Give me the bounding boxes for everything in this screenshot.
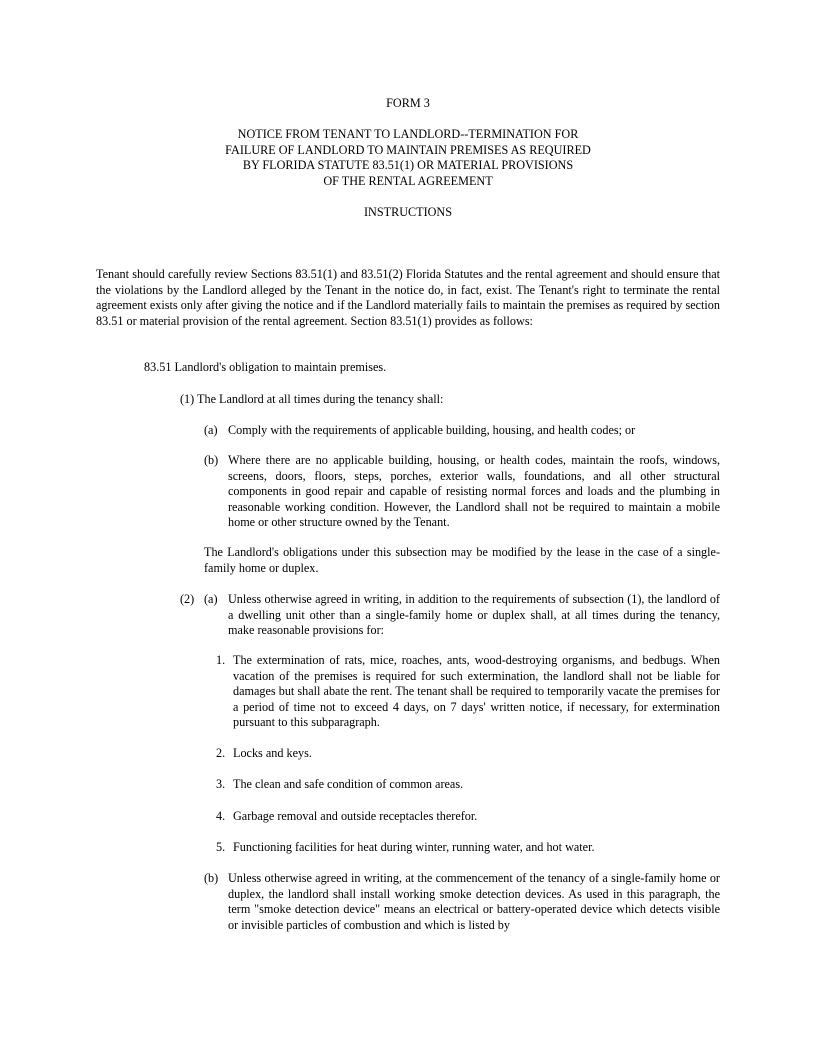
item-text: Unless otherwise agreed in writing, in addition to the requirements of subsection (1), the landlord of a dwelling unit other than a single-family home or duplex shall, at all times during the tenancy, make reasonable provisions for: — [228, 592, 720, 638]
subsection-1-intro: (1) The Landlord at all times during the tenancy shall: — [180, 392, 444, 406]
item-label: (b) — [204, 871, 219, 885]
item-label: (2) — [180, 592, 195, 606]
item-number: 3. — [216, 777, 226, 791]
item-text: The extermination of rats, mice, roaches, ants, wood-destroying organisms, and bedbugs. When vacation of the premises is required for such extermination, the landlord shall not be liable for damages but shall abate the rent. The tenant shall be required to temporarily vacate the premises for a period of time not to exceed 4 days, on 7 days' written notice, if necessary, for extermination pursuant to this subparagraph. — [233, 653, 720, 730]
subtitle-line: NOTICE FROM TENANT TO LANDLORD--TERMINATION FOR — [237, 127, 579, 141]
item-number: 5. — [216, 840, 226, 854]
subtitle-line: OF THE RENTAL AGREEMENT — [323, 173, 493, 188]
subtitle-line: BY FLORIDA STATUTE 83.51(1) OR MATERIAL PROVISIONS — [242, 158, 574, 173]
item-text: Garbage removal and outside receptacles therefor. — [233, 809, 478, 823]
item-number: 2. — [216, 746, 226, 760]
item-text: Unless otherwise agreed in writing, at the commencement of the tenancy of a single-family home or duplex, the landlord shall install working smoke detection devices. As used in this paragraph, the term "smoke detection device" means an electrical or battery-operated device which detects visible or invisible particles of combustion and which is listed by — [228, 871, 720, 932]
item-text: Where there are no applicable building, housing, or health codes, maintain the roofs, windows, screens, doors, floors, steps, porches, exterior walls, foundations, and all other structural components in good repair and capable of resisting normal forces and loads and the plumbing in reasonable working condition. However, the Landlord shall not be required to maintain a mobile home or other structure owned by the Tenant. — [228, 453, 720, 530]
form-subtitle — [96, 127, 720, 189]
form-title: FORM 3 — [386, 96, 430, 110]
item-text: The clean and safe condition of common areas. — [233, 777, 464, 791]
item-number: 4. — [216, 809, 226, 823]
statute-heading: 83.51 Landlord's obligation to maintain premises. — [144, 360, 387, 374]
item-label: (a) — [204, 592, 218, 606]
subtitle-line: FAILURE OF LANDLORD TO MAINTAIN PREMISES AS REQUIRED — [225, 142, 591, 157]
item-text: Comply with the requirements of applicable building, housing, and health codes; or — [228, 423, 636, 437]
item-label: (b) — [204, 453, 219, 467]
instructions-heading: INSTRUCTIONS — [363, 205, 453, 219]
obligations-paragraph: The Landlord's obligations under this subsection may be modified by the lease in the case of a single-family home or duplex. — [204, 545, 720, 575]
item-label: (a) — [204, 423, 218, 437]
intro-paragraph: Tenant should carefully review Sections 83.51(1) and 83.51(2) Florida Statutes and the rental agreement and should ensure that the violations by the Landlord alleged by the Tenant in the notice do, in fact, exist. The Tenant's right to terminate the rental agreement exists only after giving the notice and if the Landlord materially fails to maintain the premises as required by section 83.51 or material provision of the rental agreement. Section 83.51(1) provides as follows: — [96, 267, 720, 328]
item-text: Functioning facilities for heat during winter, running water, and hot water. — [233, 840, 595, 854]
item-number: 1. — [216, 653, 226, 667]
item-text: Locks and keys. — [233, 746, 312, 760]
